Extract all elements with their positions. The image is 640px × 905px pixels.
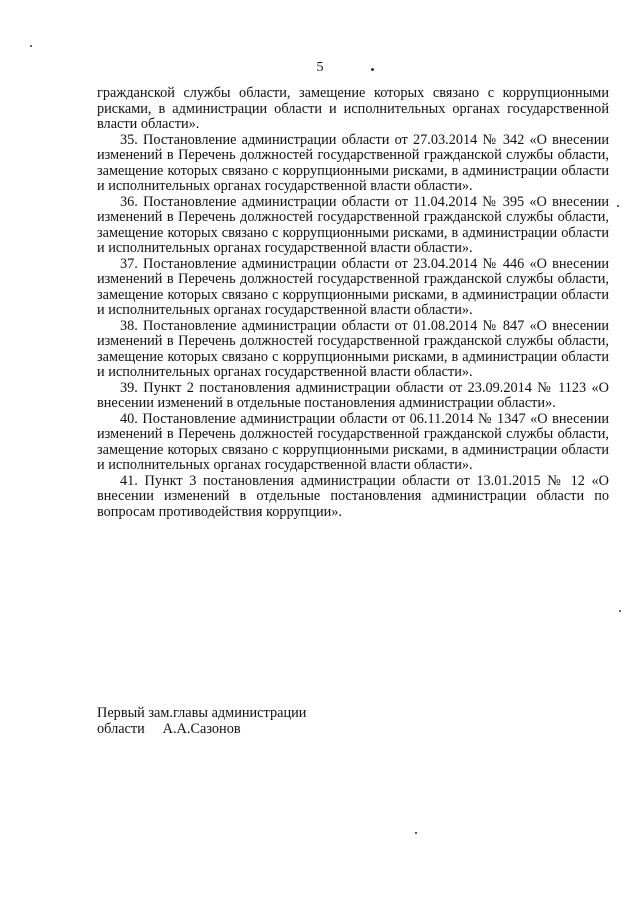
- list-item-37: 37. Постановление администрации области от 23.04.2014 № 446 «О внесении изменений в Перечень должностей государственной гражданской службы области, замещение которых связано с коррупционными рисками, в администрации области и исполнительных органах государственной власти области».: [97, 255, 609, 318]
- document-body: [97, 86, 609, 520]
- list-item-39: 39. Пункт 2 постановления администрации области от 23.09.2014 № 1123 «О внесении изменений в отдельные постановления администрации области».: [97, 379, 609, 411]
- paragraph-continuation: гражданской службы области, замещение которых связано с коррупционными рисками, в администрации области и исполнительных органах государственной власти области».: [97, 85, 609, 132]
- list-item-40: 40. Постановление администрации области от 06.11.2014 № 1347 «О внесении изменений в Перечень должностей государственной гражданской службы области, замещение которых связано с коррупционными рисками, в администрации области и исполнительных органах государственной власти области».: [97, 410, 609, 473]
- list-item-35: 35. Постановление администрации области от 27.03.2014 № 342 «О внесении изменений в Перечень должностей государственной гражданской службы области, замещение которых связано с коррупционными рисками, в администрации области и исполнительных органах государственной власти области».: [97, 131, 609, 194]
- scan-speck: [617, 205, 619, 207]
- scan-speck: [371, 68, 374, 71]
- list-item-41: 41. Пункт 3 постановления администрации области от 13.01.2015 № 12 «О внесении изменений в отдельные постановления администрации области по вопросам противодействия коррупции».: [97, 472, 609, 520]
- scan-speck: [619, 610, 621, 612]
- scan-speck: [415, 832, 417, 834]
- signature-name: области А.А.Сазонов: [97, 721, 241, 737]
- signature-block: [97, 705, 306, 737]
- page-number: 5: [316, 60, 324, 75]
- signature-position: Первый зам.главы администрации: [97, 705, 307, 721]
- list-item-38: 38. Постановление администрации области от 01.08.2014 № 847 «О внесении изменений в Перечень должностей государственной гражданской службы области, замещение которых связано с коррупционными рисками, в администрации области и исполнительных органах государственной власти области».: [97, 317, 609, 380]
- scan-speck: [30, 45, 32, 47]
- list-item-36: 36. Постановление администрации области от 11.04.2014 № 395 «О внесении изменений в Перечень должностей государственной гражданской службы области, замещение которых связано с коррупционными рисками, в администрации области и исполнительных органах государственной власти области».: [97, 193, 609, 256]
